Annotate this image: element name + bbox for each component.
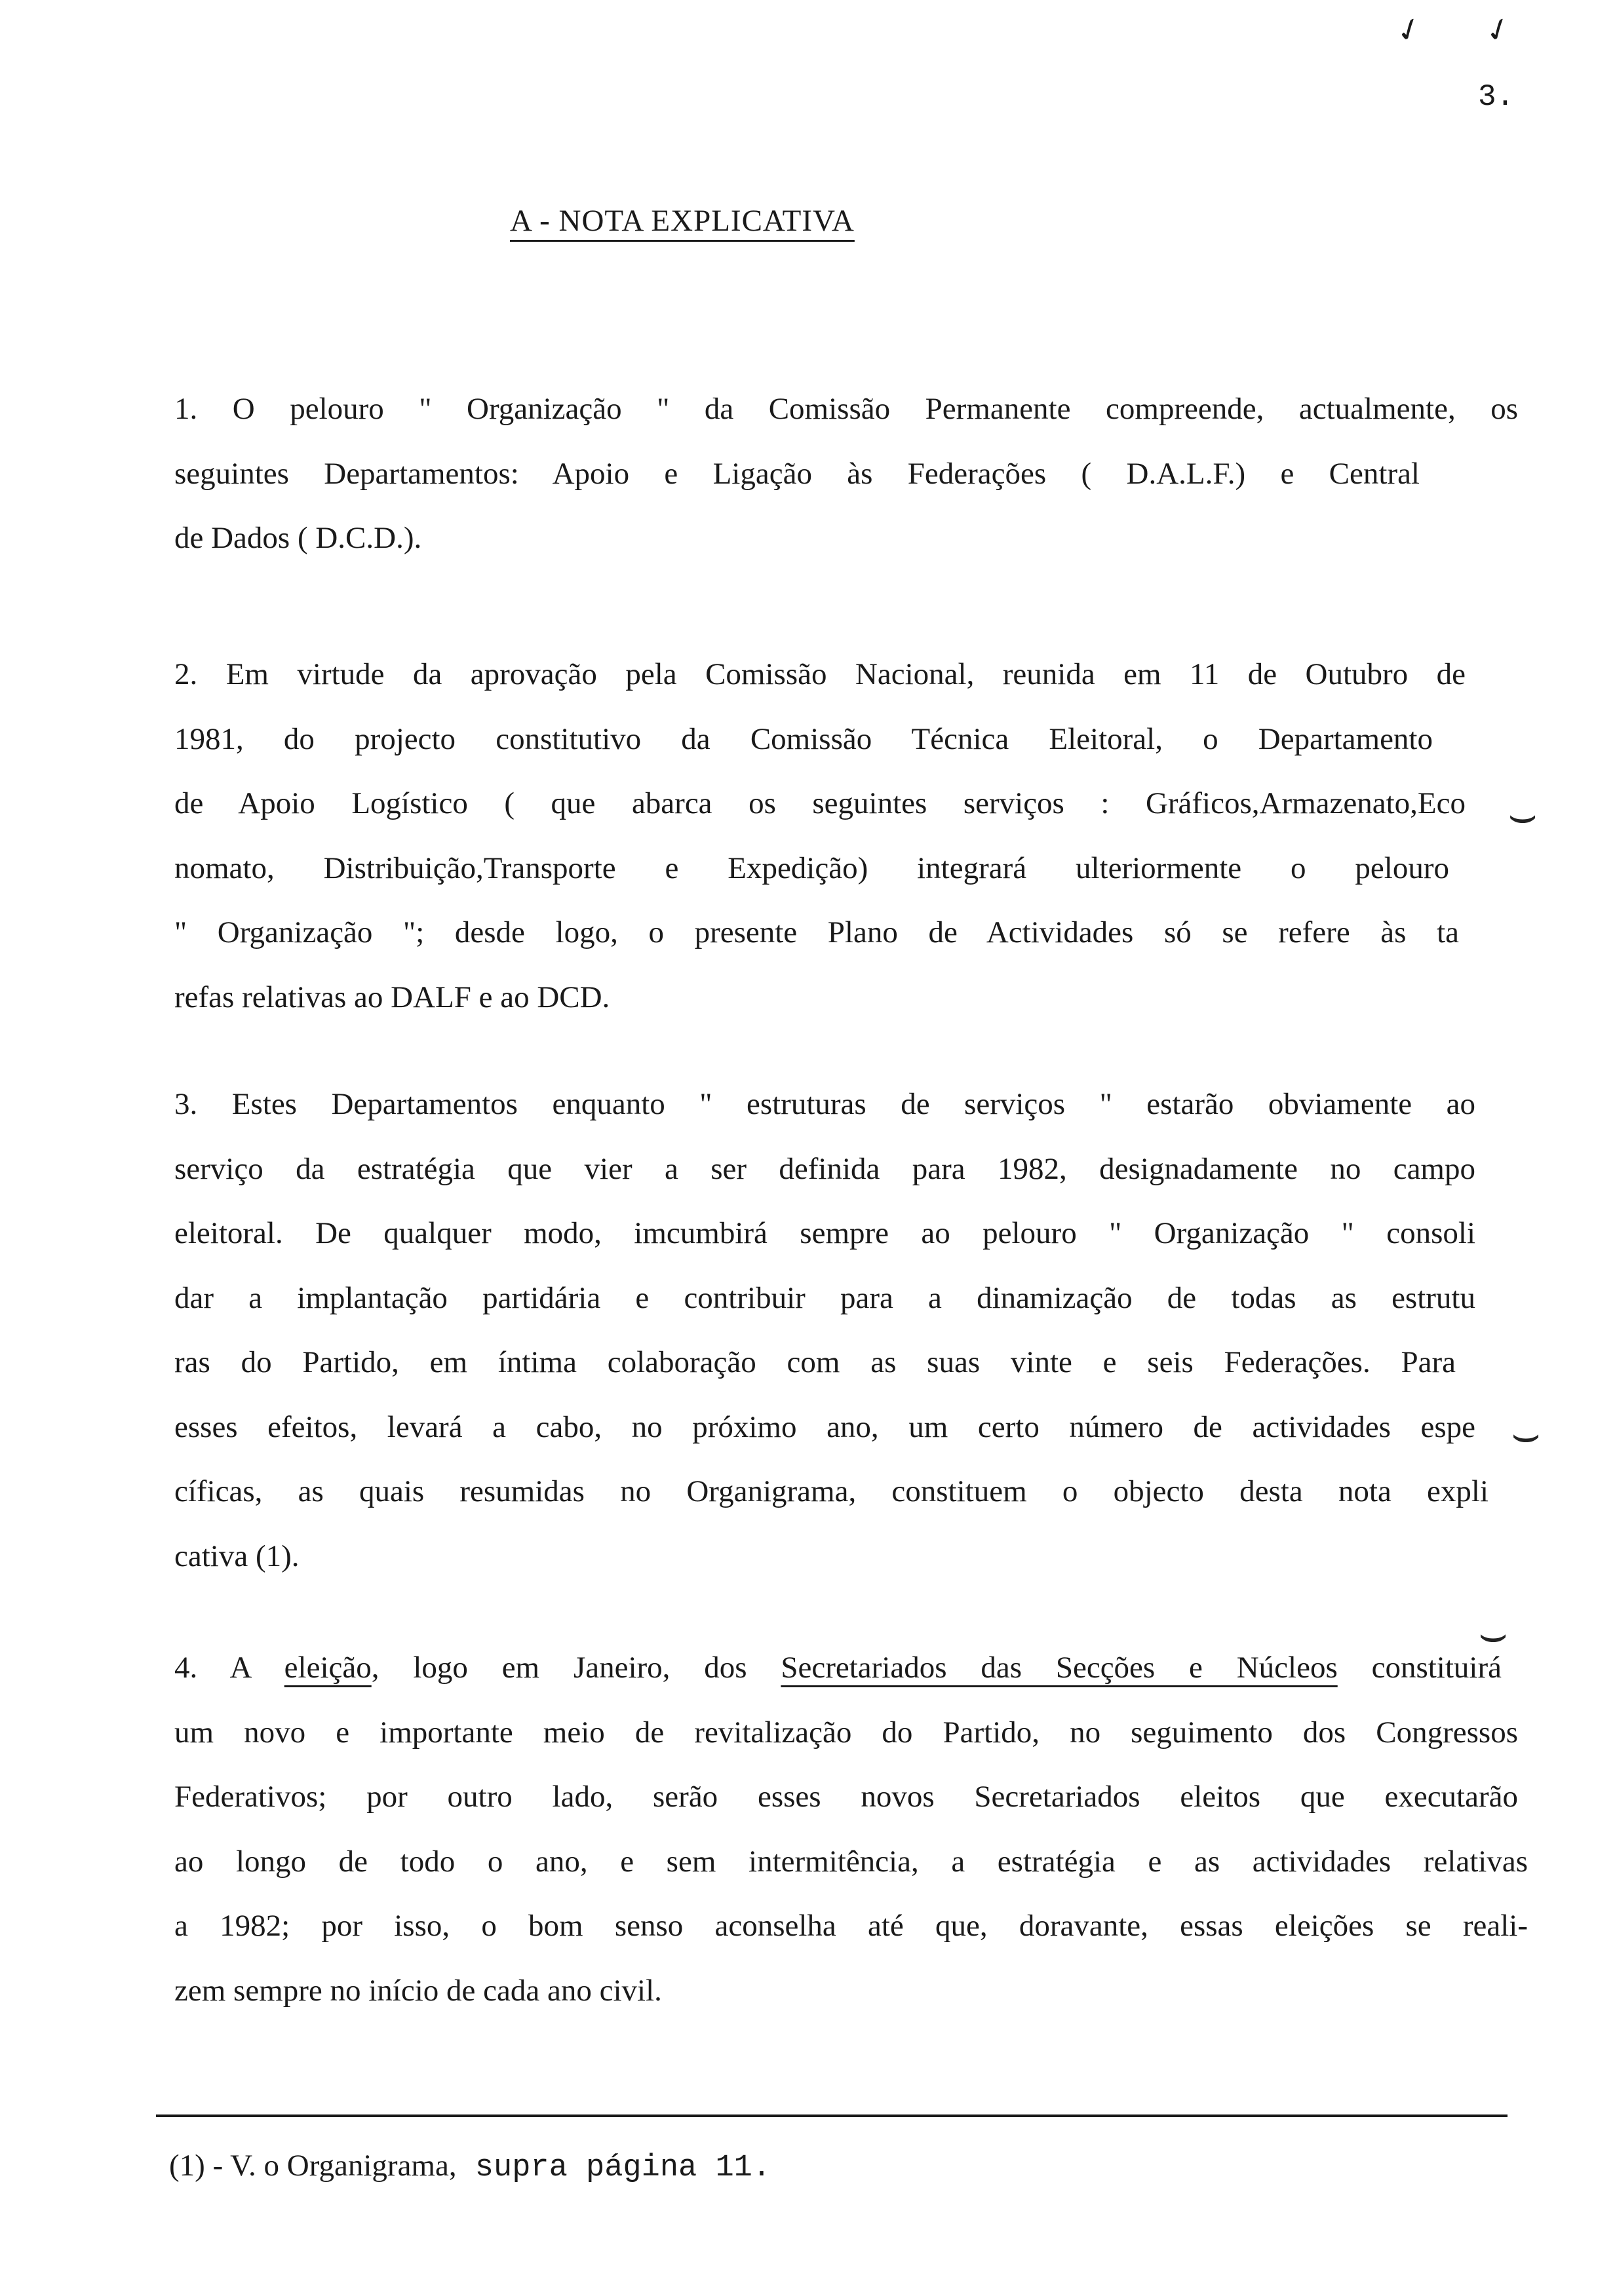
text-line: serviço da estratégia que vier a ser definida para 1982, designadamente no campo — [174, 1151, 1475, 1186]
text-line: 3. Estes Departamentos enquanto " estruturas de serviços " estarão obviamente ao — [174, 1087, 1475, 1121]
margin-check-icon: ⌣ — [1508, 790, 1538, 841]
paragraph-2 — [174, 642, 1518, 1029]
text-line: 1. O pelouro " Organização " da Comissão Permanente compreende, actualmente, os — [174, 392, 1518, 426]
footnote-divider — [156, 2114, 1508, 2117]
text-line: ao longo de todo o ano, e sem intermitência, a estratégia e as actividades relativas — [174, 1844, 1528, 1879]
text-line: eleitoral. De qualquer modo, imcumbirá sempre ao pelouro " Organização " consoli — [174, 1216, 1475, 1250]
footnote-text: - V. o Organigrama, — [204, 2149, 457, 2183]
text-line: dar a implantação partidária e contribuir para a dinamização de todas as estrutu — [174, 1280, 1475, 1315]
text-line: um novo e importante meio de revitalização do Partido, no seguimento dos Congressos — [174, 1715, 1518, 1750]
margin-check-icon: ⌣ — [1478, 1609, 1509, 1660]
text-line: 2. Em virtude da aprovação pela Comissão Nacional, reunida em 11 de Outubro de — [174, 657, 1466, 691]
margin-check-icon: ⌣ — [1511, 1409, 1542, 1460]
text-line: " Organização "; desde logo, o presente Plano de Actividades só se refere às ta — [174, 915, 1459, 949]
text-line: de Dados ( D.C.D.). — [174, 521, 422, 555]
text-line: de Apoio Logístico ( que abarca os seguintes serviços : Gráficos,Armazenato,Eco — [174, 786, 1466, 820]
text-line: a 1982; por isso, o bom senso aconselha até que, doravante, essas eleições se reali- — [174, 1909, 1528, 1943]
check-mark-icon: ✓ — [1391, 9, 1428, 52]
text-line: seguintes Departamentos: Apoio e Ligação às Federações ( D.A.L.F.) e Central — [174, 456, 1420, 491]
underlined-term: Secretariados das Secções e Núcleos — [781, 1651, 1338, 1685]
text-line: cativa (1). — [174, 1539, 300, 1573]
check-mark-icon: ✓ — [1480, 9, 1517, 52]
tick-marks — [1391, 9, 1574, 52]
text-line: refas relativas ao DALF e ao DCD. — [174, 980, 610, 1014]
paragraph-1 — [174, 377, 1518, 571]
text-line: zem sempre no início de cada ano civil. — [174, 1973, 662, 2008]
footnote-marker: (1) — [169, 2149, 205, 2183]
text-line: ras do Partido, em íntima colaboração com as suas vinte e seis Federações. Para — [174, 1345, 1456, 1379]
page-number: 3. — [1478, 80, 1515, 114]
line-middle: , logo em Janeiro, dos — [371, 1651, 781, 1685]
text-line: esses efeitos, levará a cabo, no próximo ano, um certo número de actividades espe — [174, 1409, 1475, 1444]
paragraph-3 — [174, 1072, 1518, 1588]
text-line: nomato, Distribuição,Transporte e Expedição) integrará ulteriormente o pelouro — [174, 851, 1449, 885]
footnote-text: supra página 11. — [456, 2151, 771, 2185]
line-suffix: constituirá — [1337, 1651, 1502, 1685]
text-line: 1981, do projecto constitutivo da Comissão Técnica Eleitoral, o Departamento — [174, 721, 1433, 756]
underlined-term: eleição — [284, 1651, 372, 1685]
line-prefix: 4. A — [174, 1651, 284, 1685]
text-line — [174, 1636, 1502, 1700]
text-line: Federativos; por outro lado, serão esses novos Secretariados eleitos que executarão — [174, 1780, 1518, 1814]
footnote — [169, 2148, 771, 2185]
paragraph-4 — [174, 1636, 1528, 2023]
section-title: A - NOTA EXPLICATIVA — [510, 204, 855, 238]
text-line: cíficas, as quais resumidas no Organigrama, constituem o objecto desta nota expli — [174, 1474, 1489, 1508]
